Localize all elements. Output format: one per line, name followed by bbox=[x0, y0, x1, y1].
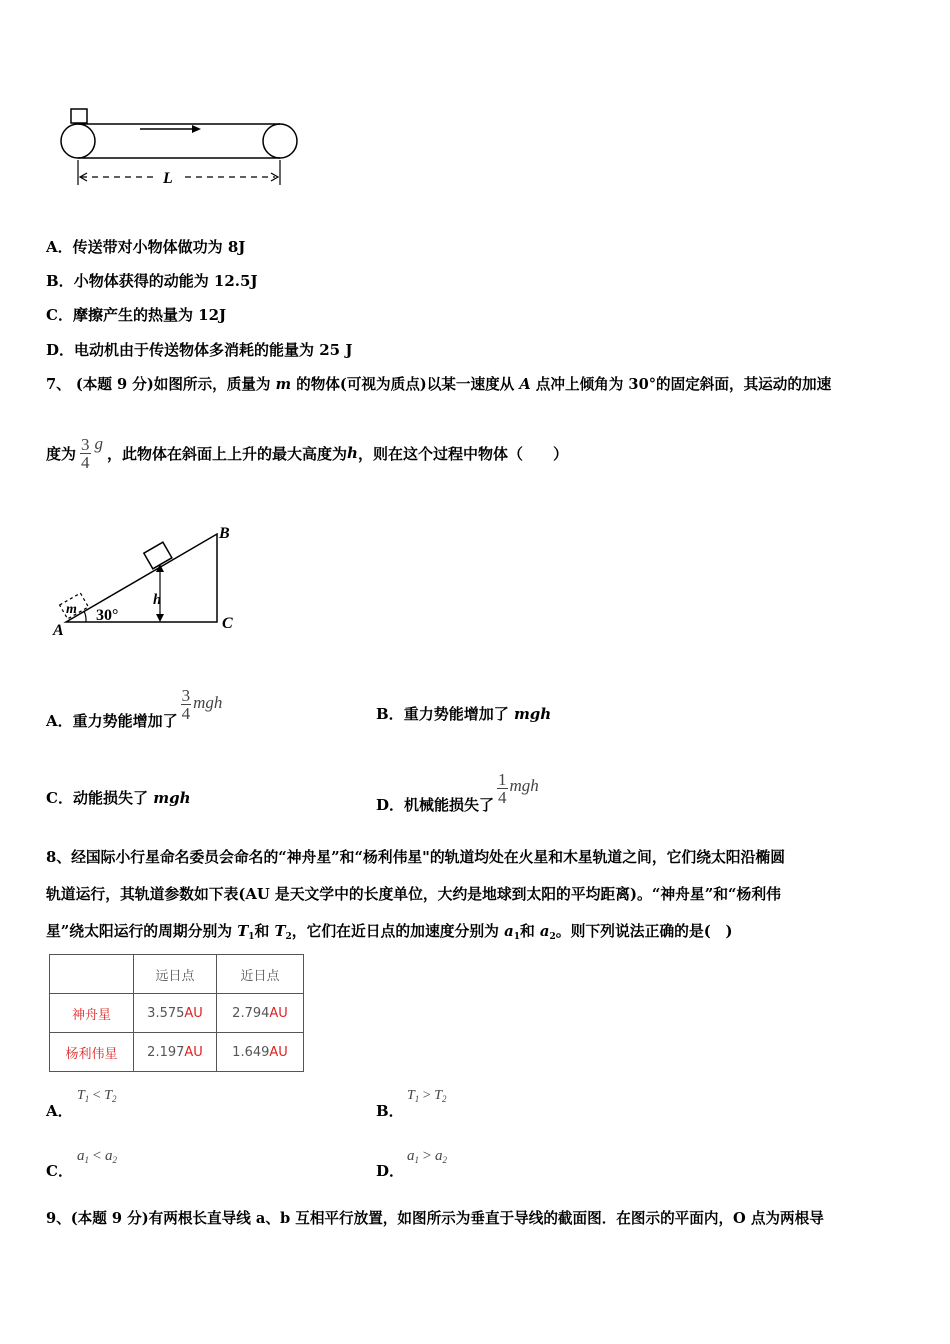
q6-option-c: C．摩擦产生的热量为 12J bbox=[46, 306, 227, 324]
q8-option-a: A． bbox=[46, 1102, 73, 1120]
q8-stem-line3: 星”绕太阳运行的周期分别为 $T_1$和 $T_2$，它们在近日点的加速度分别为 $a_1$和 $a_2$。则下列说法正确的是( ) bbox=[46, 923, 733, 942]
svg-text:C: C bbox=[222, 615, 233, 632]
sliding-block bbox=[144, 542, 172, 569]
svg-text:30°: 30° bbox=[96, 607, 119, 624]
incline-diagram bbox=[50, 520, 250, 640]
q9-stem-line1: 9、(本题 9 分)有两根长直导线 a、b 互相平行放置，如图所示为垂直于导线的截面图．在图示的平面内，O 点为两根导 bbox=[46, 1210, 824, 1227]
table-row: 杨利伟星 2.197AU 1.649AU bbox=[50, 1033, 304, 1072]
q8-option-c-expr: $a_1 < a_2$ bbox=[77, 1148, 117, 1165]
q8-option-b: B． bbox=[376, 1102, 404, 1120]
q6-option-b: B．小物体获得的动能为 12.5J bbox=[46, 272, 258, 290]
accel-fraction: $\frac{3}{4}$ bbox=[81, 434, 90, 472]
q7-option-b: B．重力势能增加了 mgh bbox=[376, 705, 552, 723]
svg-text:h: h bbox=[153, 592, 162, 608]
q6-option-a: A．传送带对小物体做功为 8J bbox=[46, 238, 246, 256]
svg-text:A: A bbox=[53, 622, 64, 639]
right-pulley bbox=[263, 124, 297, 158]
q7-option-d: D． 机械能损失了 $\frac{1}{4}$ mgh bbox=[376, 770, 539, 814]
length-label: L bbox=[163, 170, 173, 187]
q8-option-c: C． bbox=[46, 1162, 73, 1180]
q7-stem-line2: 度为 $\frac{3}{4}$ g ，此物体在斜面上上升的最大高度为 h ，则在这个过程中物体（ ） bbox=[46, 434, 568, 472]
q6-option-d: D．电动机由于传送物体多消耗的能量为 25 J bbox=[46, 341, 353, 359]
q8-option-a-expr: $T_1 < T_2$ bbox=[77, 1088, 117, 1104]
incline-triangle bbox=[66, 534, 217, 622]
q7-option-c: C．动能损失了 mgh bbox=[46, 789, 191, 807]
table-row: 神舟星 3.575AU 2.794AU bbox=[50, 994, 304, 1033]
svg-text:B: B bbox=[219, 525, 230, 542]
q8-option-d: D． bbox=[376, 1162, 405, 1180]
q8-stem-line2: 轨道运行，其轨道参数如下表(AU 是天文学中的长度单位，大约是地球到太阳的平均距离)。“神舟星”和“杨利伟 bbox=[46, 886, 781, 903]
q8-stem-line1: 8、经国际小行星命名委员会命名的“神舟星”和“杨利伟星"的轨道均处在火星和木星轨道之间，它们绕太阳沿椭圆 bbox=[46, 849, 785, 866]
q7-stem-line1: 7、 (本题 9 分)如图所示，质量为 m 的物体(可视为质点)以某一速度从 A 点冲上倾角为 30°的固定斜面，其运动的加速 bbox=[46, 376, 832, 393]
table-header-row: 远日点 近日点 bbox=[50, 955, 304, 994]
conveyor-belt-diagram bbox=[55, 105, 315, 190]
q8-option-d-expr: $a_1 > a_2$ bbox=[407, 1148, 447, 1165]
orbit-parameter-table bbox=[49, 954, 304, 1072]
svg-text:m: m bbox=[66, 602, 77, 617]
left-pulley bbox=[61, 124, 95, 158]
belt-block bbox=[71, 109, 87, 123]
q8-option-b-expr: $T_1 > T_2$ bbox=[407, 1088, 447, 1104]
q7-option-a: A． 重力势能增加了 $\frac{3}{4}$ mgh bbox=[46, 686, 223, 730]
